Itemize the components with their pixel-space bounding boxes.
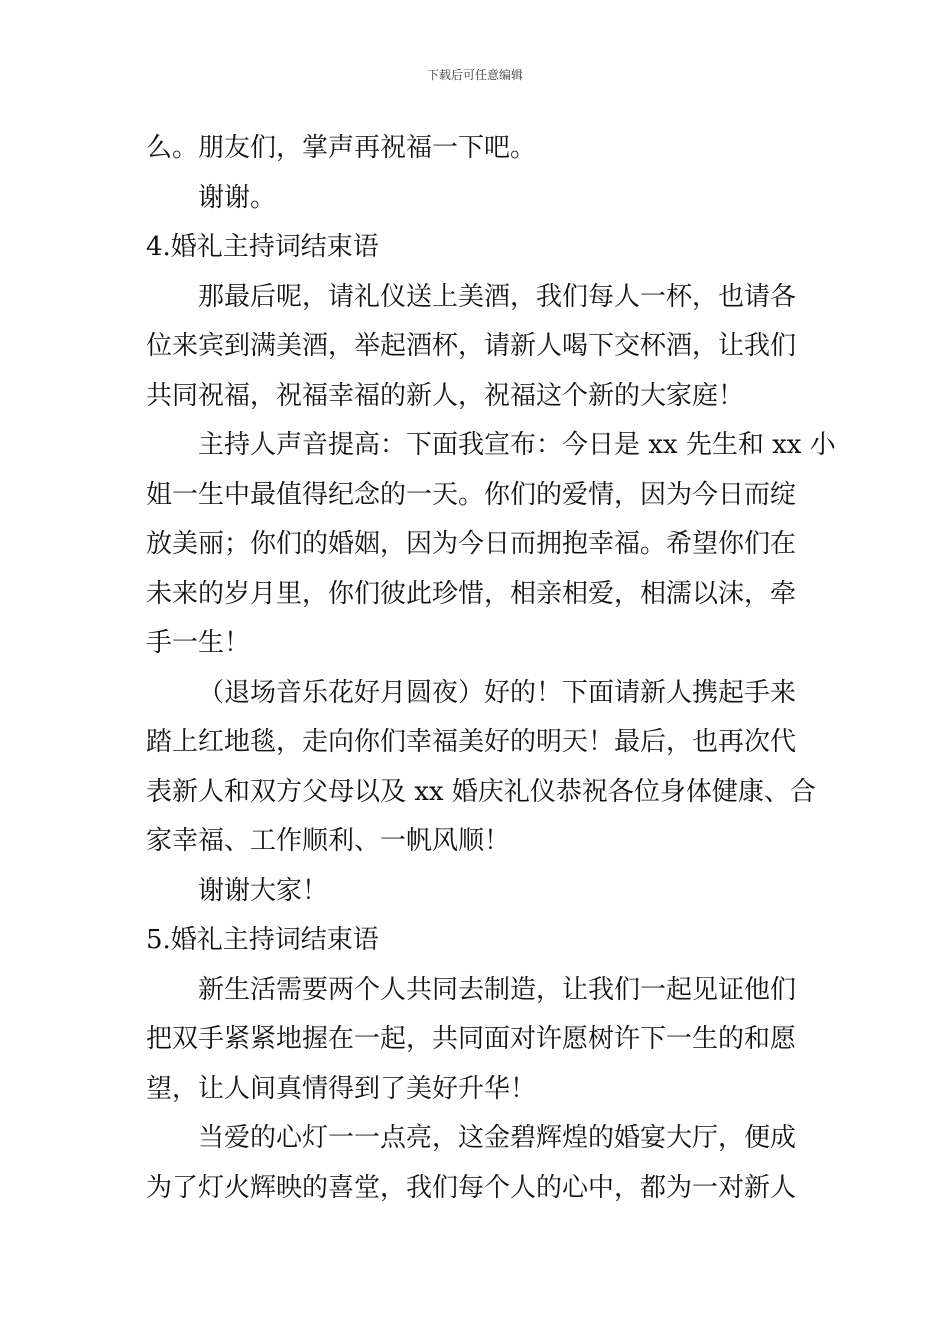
text-line: 谢谢大家！ (198, 875, 329, 906)
text-line: 谢谢。 (198, 182, 277, 213)
text-line: 手一生！ (146, 628, 251, 658)
text-line: 当爱的心灯一一点亮，这金碧辉煌的婚宴大厅，便成 (198, 1123, 797, 1153)
text-line: 把双手紧紧地握在一起，共同面对许愿树许下一生的和愿 (146, 1024, 797, 1054)
text-line: 主持人声音提高：下面我宣布：今日是 xx 先生和 xx 小 (198, 430, 836, 460)
text-line: 共同祝福，祝福幸福的新人，祝福这个新的大家庭！ (146, 380, 745, 411)
page-header-note: 下载后可任意编辑 (426, 68, 523, 82)
text-line: 新生活需要两个人共同去制造，让我们一起见证他们 (198, 974, 797, 1005)
text-line: 姐一生中最值得纪念的一天。你们的爱情，因为今日而绽 (146, 479, 797, 510)
text-line: 那最后呢，请礼仪送上美酒，我们每人一杯，也请各 (198, 281, 797, 312)
document-body (146, 124, 836, 1213)
text-line: 踏上红地毯，走向你们幸福美好的明天！最后，也再次代 (146, 727, 797, 757)
text-line: （退场音乐花好月圆夜）好的！下面请新人携起手来 (198, 677, 797, 708)
section-heading: 5.婚礼主持词结束语 (146, 925, 379, 955)
text-line: 家幸福、工作顺利、一帆风顺！ (146, 826, 511, 856)
text-line: 为了灯火辉映的喜堂，我们每个人的心中，都为一对新人 (146, 1172, 797, 1203)
text-line: 位来宾到满美酒，举起酒杯，请新人喝下交杯酒，让我们 (146, 331, 797, 361)
section-heading: 4.婚礼主持词结束语 (146, 232, 379, 262)
text-line: 么。朋友们，掌声再祝福一下吧。 (146, 133, 537, 163)
text-line: 望，让人间真情得到了美好升华！ (146, 1073, 537, 1104)
text-line: 未来的岁月里，你们彼此珍惜，相亲相爱，相濡以沫，牵 (146, 578, 797, 609)
text-line: 放美丽；你们的婚姻，因为今日而拥抱幸福。希望你们在 (146, 529, 797, 559)
text-line: 表新人和双方父母以及 xx 婚庆礼仪恭祝各位身体健康、合 (146, 776, 816, 807)
